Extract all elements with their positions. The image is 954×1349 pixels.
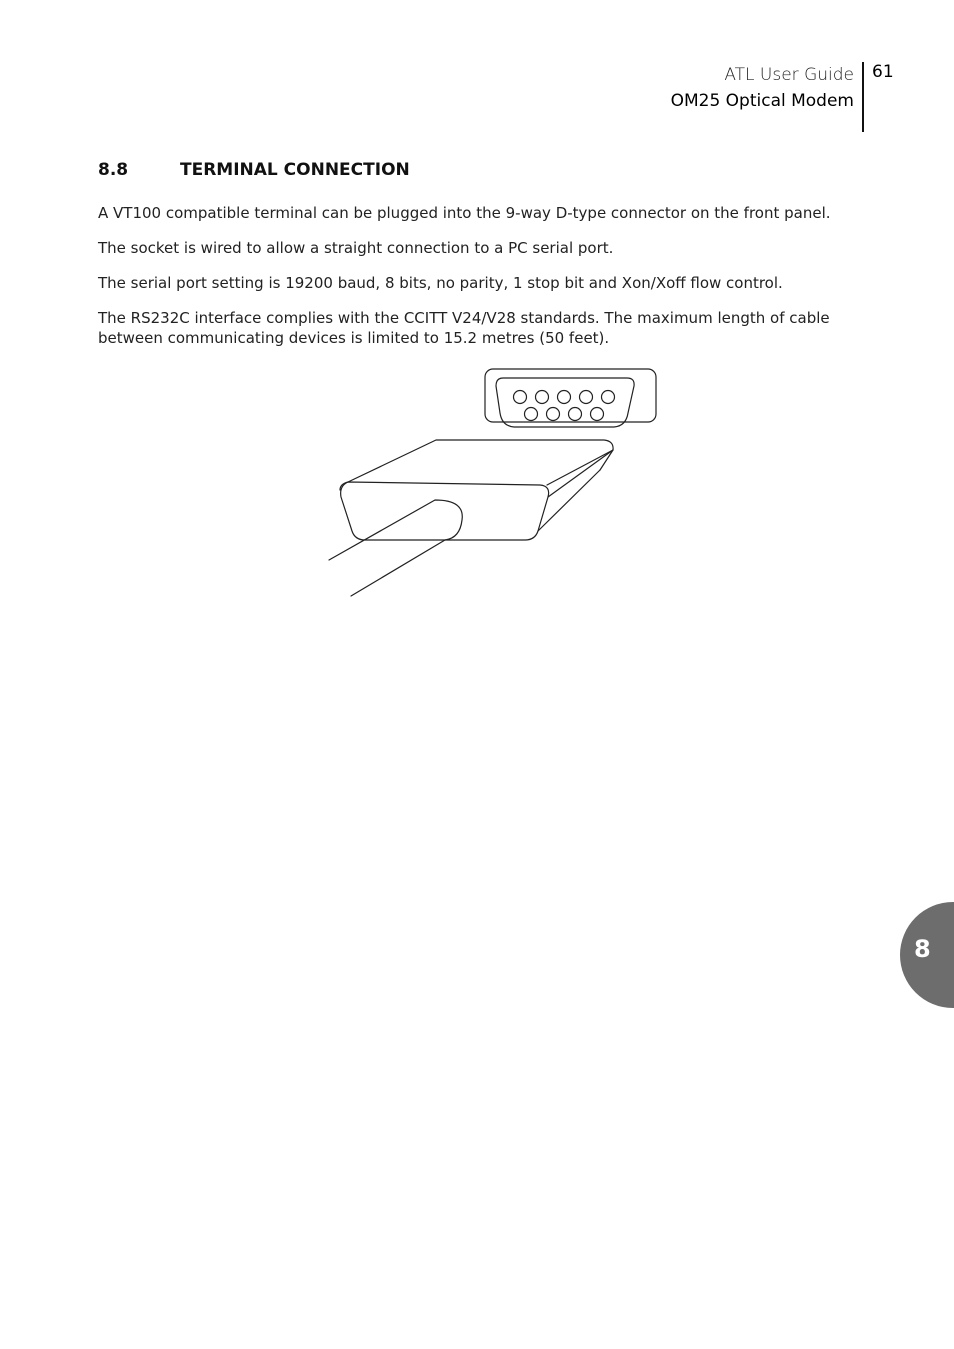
paragraph-socket-wiring: The socket is wired to allow a straight connection to a PC serial port. <box>98 239 614 257</box>
page-number: 61 <box>872 62 894 82</box>
chapter-tab <box>900 902 954 1008</box>
running-header <box>671 62 854 114</box>
header-divider <box>862 62 864 132</box>
connector-figure <box>320 360 670 609</box>
section-number: 8.8 <box>98 160 129 180</box>
guide-title: ATL User Guide <box>724 65 854 85</box>
product-title: OM25 Optical Modem <box>670 91 854 111</box>
section-heading <box>98 160 410 180</box>
section-title: TERMINAL CONNECTION <box>180 160 410 180</box>
paragraph-serial-settings: The serial port setting is 19200 baud, 8 bits, no parity, 1 stop bit and Xon/Xoff flow control. <box>98 274 783 292</box>
paragraph-terminal: A VT100 compatible terminal can be plugged into the 9-way D-type connector on the front panel. <box>98 204 831 222</box>
db9-connector-cable-icon <box>320 360 670 605</box>
chapter-tab-label: 8 <box>914 935 931 963</box>
paragraph-rs232c-interface: The RS232C interface complies with the CCITT V24/V28 standards. The maximum length of cable between communicating devices is limited to 15.2 metres (50 feet). <box>98 309 830 347</box>
